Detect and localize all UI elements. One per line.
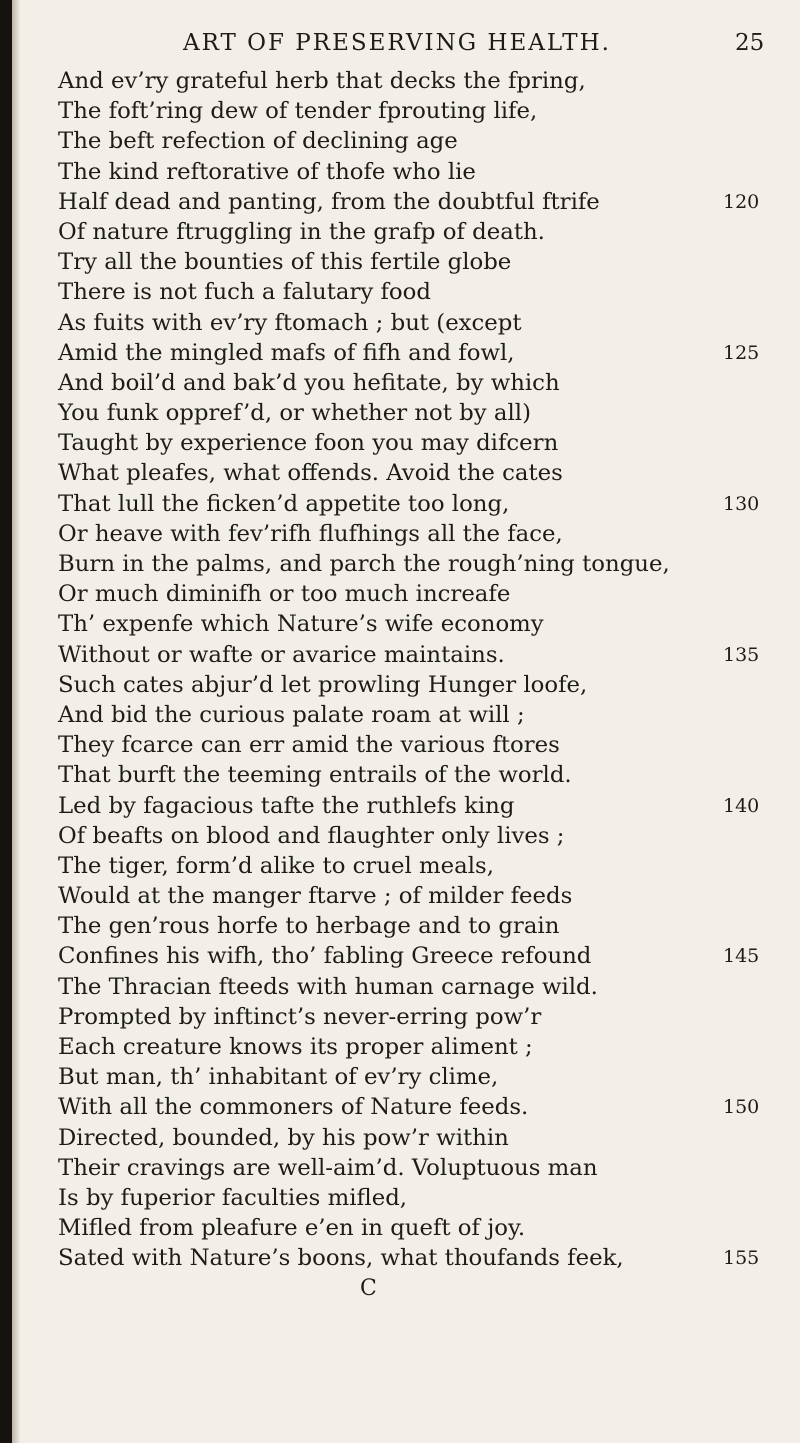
verse-text: Would at the manger ftarve ; of milder feeds bbox=[58, 883, 573, 910]
running-head: ART OF PRESERVING HEALTH. bbox=[183, 30, 611, 56]
verse-text: The Thracian fteeds with human carnage wild. bbox=[58, 973, 598, 1000]
verse-text: And boil’d and bak’d you hefitate, by which bbox=[58, 369, 560, 396]
verse-line bbox=[58, 579, 738, 609]
verse-line bbox=[58, 428, 738, 458]
verse-text: Is by fuperior faculties mifled, bbox=[58, 1184, 408, 1211]
verse-text: Sated with Nature’s boons, what thoufands feek, bbox=[58, 1245, 624, 1272]
page-number: 25 bbox=[735, 30, 765, 56]
verse-line bbox=[58, 1092, 760, 1122]
verse-text: There is not fuch a falutary food bbox=[58, 279, 431, 306]
line-number: 130 bbox=[723, 492, 760, 515]
verse-text: That burft the teeming entrails of the world. bbox=[58, 762, 572, 789]
verse-text: The kind reftorative of thofe who lie bbox=[58, 158, 476, 185]
verse-text: Of beafts on blood and flaughter only lives ; bbox=[58, 822, 565, 849]
verse-text: Directed, bounded, by his pow’r within bbox=[58, 1124, 509, 1151]
line-number: 145 bbox=[723, 945, 760, 968]
verse-line bbox=[58, 1243, 760, 1273]
verse-text: Half dead and panting, from the doubtful ftrife bbox=[58, 188, 600, 215]
verse-line bbox=[58, 1123, 738, 1153]
verse-text: The tiger, form’d alike to cruel meals, bbox=[58, 852, 494, 879]
verse-line bbox=[58, 821, 738, 851]
verse-line bbox=[58, 851, 738, 881]
verse-line bbox=[58, 308, 738, 338]
verse-line bbox=[58, 609, 738, 639]
verse-text: As fuits with ev’ry ftomach ; but (except bbox=[58, 309, 522, 336]
verse-text: And ev’ry grateful herb that decks the fpring, bbox=[58, 68, 586, 94]
verse-line bbox=[58, 66, 738, 96]
verse-line bbox=[58, 941, 760, 971]
verse-line bbox=[58, 489, 760, 519]
verse-line bbox=[58, 187, 760, 217]
poem-body bbox=[58, 66, 760, 1274]
line-number: 140 bbox=[723, 794, 760, 817]
verse-text: Without or wafte or avarice maintains. bbox=[58, 641, 505, 668]
verse-line bbox=[58, 519, 738, 549]
verse-text: Taught by experience foon you may difcern bbox=[58, 430, 559, 457]
verse-text: What pleafes, what offends. Avoid the cates bbox=[58, 460, 563, 487]
verse-text: And bid the curious palate roam at will ; bbox=[58, 701, 525, 728]
verse-text: They fcarce can err amid the various ftores bbox=[58, 732, 560, 759]
verse-line bbox=[58, 217, 738, 247]
verse-text: The gen’rous horfe to herbage and to grain bbox=[58, 913, 560, 940]
verse-line bbox=[58, 96, 738, 126]
verse-line bbox=[58, 730, 738, 760]
verse-text: Or heave with fev’rifh flufhings all the face, bbox=[58, 520, 563, 547]
verse-text: Such cates abjur’d let prowling Hunger loofe, bbox=[58, 671, 588, 698]
verse-text: You funk oppref’d, or whether not by all) bbox=[58, 400, 531, 427]
signature-mark: C bbox=[360, 1275, 377, 1301]
line-number: 150 bbox=[723, 1096, 760, 1119]
verse-line bbox=[58, 1153, 738, 1183]
verse-text: Each creature knows its proper aliment ; bbox=[58, 1034, 533, 1060]
verse-text: Try all the bounties of this fertile globe bbox=[58, 249, 512, 276]
verse-line bbox=[58, 368, 738, 398]
verse-line bbox=[58, 458, 738, 488]
verse-text: Prompted by inftinct’s never-erring pow’r bbox=[58, 1003, 542, 1030]
page-edge-shadow bbox=[12, 0, 20, 1443]
verse-text: Amid the mingled mafs of fifh and fowl, bbox=[58, 339, 515, 366]
verse-text: Th’ expenfe which Nature’s wife economy bbox=[58, 611, 544, 638]
verse-line bbox=[58, 1002, 738, 1032]
verse-line bbox=[58, 881, 738, 911]
verse-line bbox=[58, 911, 738, 941]
verse-line bbox=[58, 640, 760, 670]
verse-line bbox=[58, 972, 738, 1002]
line-number: 125 bbox=[723, 341, 760, 364]
verse-text: Confines his wifh, tho’ fabling Greece refound bbox=[58, 943, 592, 970]
verse-line bbox=[58, 157, 738, 187]
verse-text: Burn in the palms, and parch the rough’ning tongue, bbox=[58, 551, 670, 577]
page-header bbox=[183, 30, 765, 66]
verse-line bbox=[58, 1032, 738, 1062]
binding-gutter bbox=[0, 0, 12, 1443]
verse-line bbox=[58, 1183, 738, 1213]
line-number: 135 bbox=[723, 643, 760, 666]
verse-line bbox=[58, 398, 738, 428]
verse-line bbox=[58, 549, 738, 579]
verse-text: Or much diminifh or too much increafe bbox=[58, 581, 511, 608]
verse-text: The foft’ring dew of tender fprouting life, bbox=[58, 98, 538, 125]
verse-line bbox=[58, 1062, 738, 1092]
verse-text: Of nature ftruggling in the grafp of death. bbox=[58, 218, 545, 245]
verse-text: Mifled from pleafure e’en in queft of joy. bbox=[58, 1215, 526, 1242]
line-number: 120 bbox=[723, 190, 760, 213]
verse-line bbox=[58, 277, 738, 307]
verse-text: Their cravings are well-aim’d. Voluptuous man bbox=[58, 1154, 598, 1181]
verse-text: With all the commoners of Nature feeds. bbox=[58, 1094, 529, 1121]
verse-text: But man, th’ inhabitant of ev’ry clime, bbox=[58, 1064, 499, 1091]
verse-line bbox=[58, 126, 738, 156]
verse-line bbox=[58, 338, 760, 368]
verse-line bbox=[58, 760, 738, 790]
verse-line bbox=[58, 1213, 738, 1243]
verse-text: That lull the ficken’d appetite too long, bbox=[58, 490, 510, 517]
verse-line bbox=[58, 700, 738, 730]
verse-line bbox=[58, 247, 738, 277]
line-number: 155 bbox=[723, 1247, 760, 1270]
verse-text: Led by fagacious tafte the ruthlefs king bbox=[58, 792, 515, 819]
verse-line bbox=[58, 791, 760, 821]
book-page bbox=[58, 30, 765, 1304]
verse-text: The beft refection of declining age bbox=[58, 128, 458, 155]
verse-line bbox=[58, 670, 738, 700]
